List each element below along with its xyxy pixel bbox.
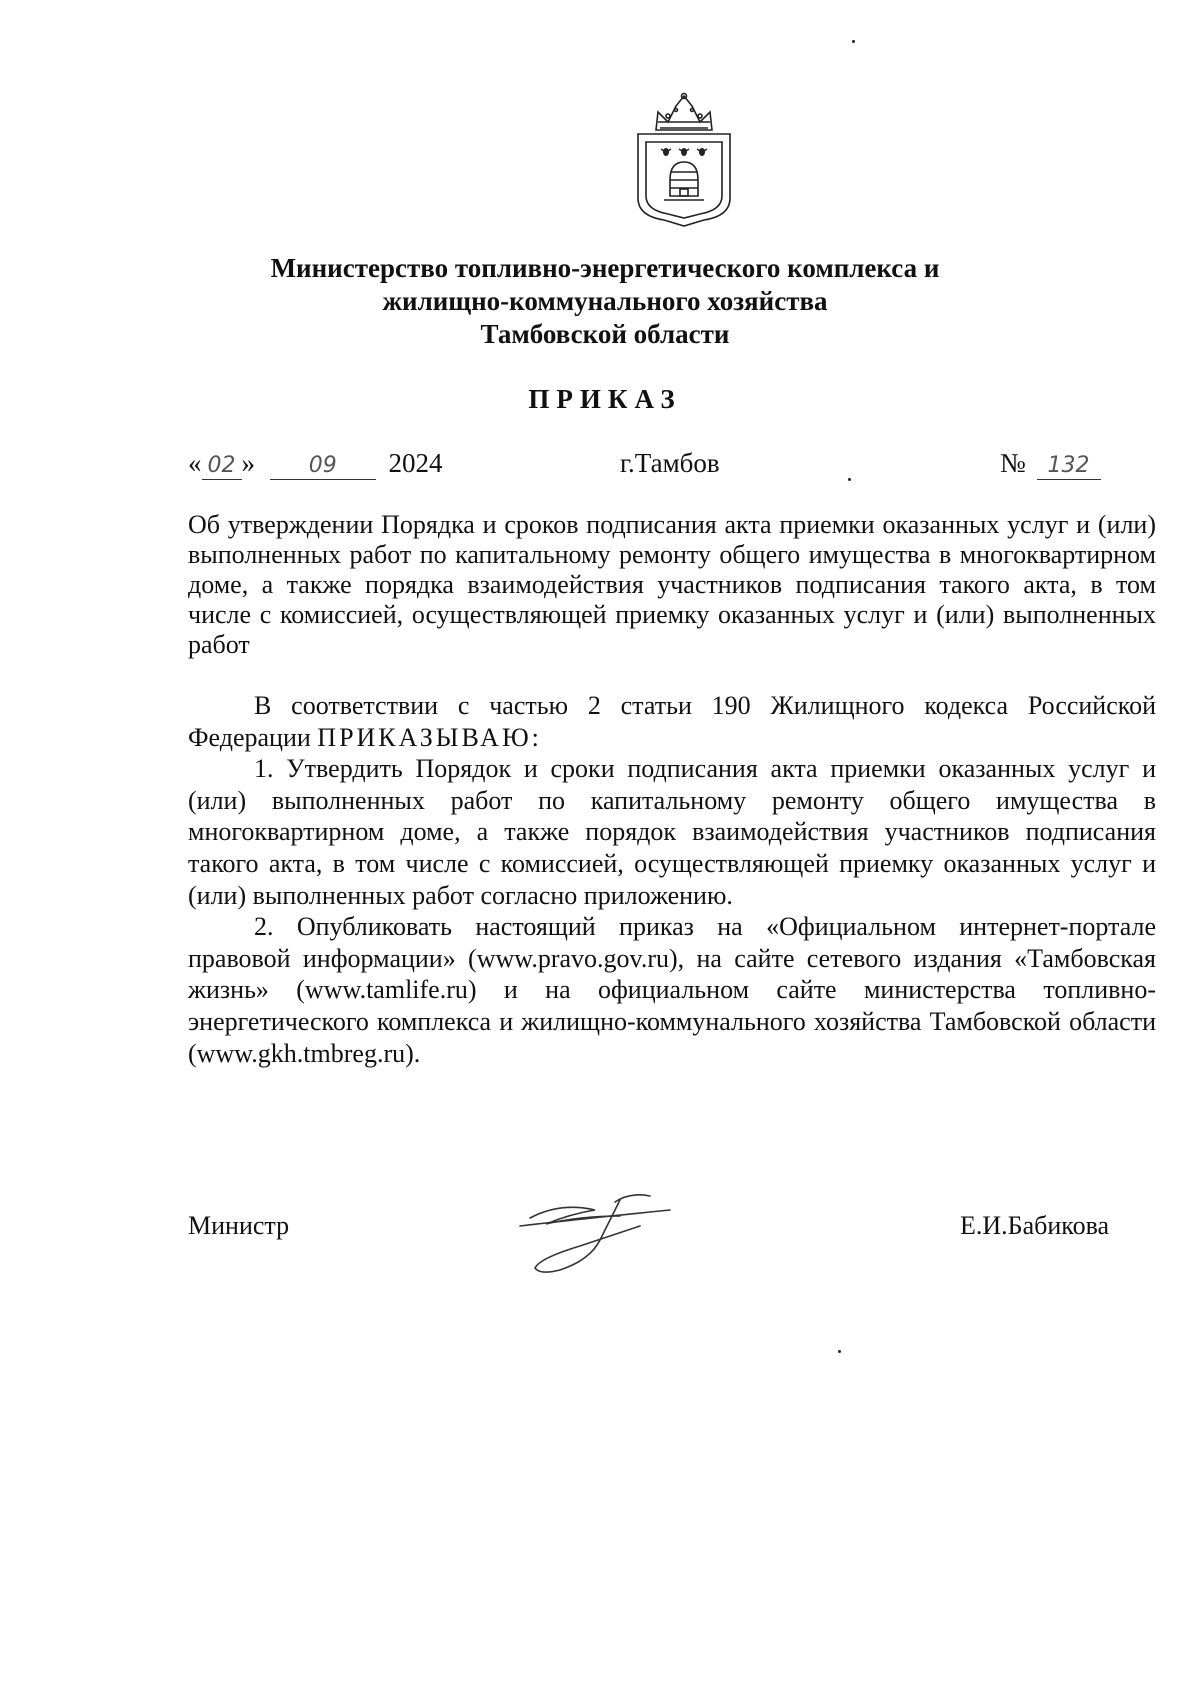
scan-speck <box>852 40 855 43</box>
preamble-paragraph <box>188 690 1156 753</box>
scan-speck <box>838 1350 841 1353</box>
document-type-title: ПРИКАЗ <box>528 384 682 414</box>
date-year: 2024 <box>388 448 443 478</box>
item-2-paragraph: 2. Опубликовать настоящий приказ на «Официальном интернет-портале правовой информации» (www.pravo.gov.ru), на сайте сетевого издания «Тамбовская жизнь» (www.tamlife.ru) и на официальном сайте министерства топливно-энергетического комплекса и жилищно-коммунального хозяйства Тамбовской области (www.gkh.tmbreg.ru). <box>188 912 1156 1068</box>
preamble-text: В соответствии с частью 2 статьи 190 Жилищного кодекса Российской Федерации <box>188 691 1156 752</box>
ministry-line-2: жилищно-коммунального хозяйства <box>382 286 828 316</box>
date-quote-close: » <box>241 448 255 478</box>
ministry-line-1: Министерство топливно-энергетического комплекса и <box>270 253 940 283</box>
document-subject: Об утверждении Порядка и сроков подписания акта приемки оказанных услуг и (или) выполненных работ по капитальному ремонту общего имущества в многоквартирном доме, а также порядка взаимодействия участников подписания такого акта, в том числе с комиссией, осуществляющей приемку оказанных услуг и (или) выполненных работ <box>188 510 1156 659</box>
signature-icon <box>500 1180 690 1280</box>
signatory-role: Министр <box>188 1211 290 1240</box>
order-word: ПРИКАЗЫВАЮ: <box>317 722 542 752</box>
document-date <box>188 446 443 480</box>
ministry-line-3: Тамбовской области <box>480 319 730 349</box>
scan-speck <box>848 478 851 481</box>
document-city: г.Тамбов <box>620 448 720 478</box>
ministry-heading <box>200 252 1010 351</box>
number-value: 132 <box>1037 453 1101 480</box>
coat-of-arms-icon <box>628 92 740 228</box>
item-1-paragraph: 1. Утвердить Порядок и сроки подписания акта приемки оказанных услуг и (или) выполненных работ по капитальному ремонту общего имущества в многоквартирном доме, а также порядок взаимодействия участников подписания такого акта, в том числе с комиссией, осуществляющей приемку оказанных услуг и (или) выполненных работ согласно приложению. <box>188 754 1156 910</box>
signatory-name: Е.И.Бабикова <box>960 1211 1110 1240</box>
document-number <box>1000 446 1101 480</box>
date-quote-open: « <box>188 448 202 478</box>
date-month: 09 <box>270 453 376 480</box>
document-body <box>188 690 1156 1069</box>
number-label: № <box>1000 448 1026 478</box>
date-day: 02 <box>202 453 242 480</box>
